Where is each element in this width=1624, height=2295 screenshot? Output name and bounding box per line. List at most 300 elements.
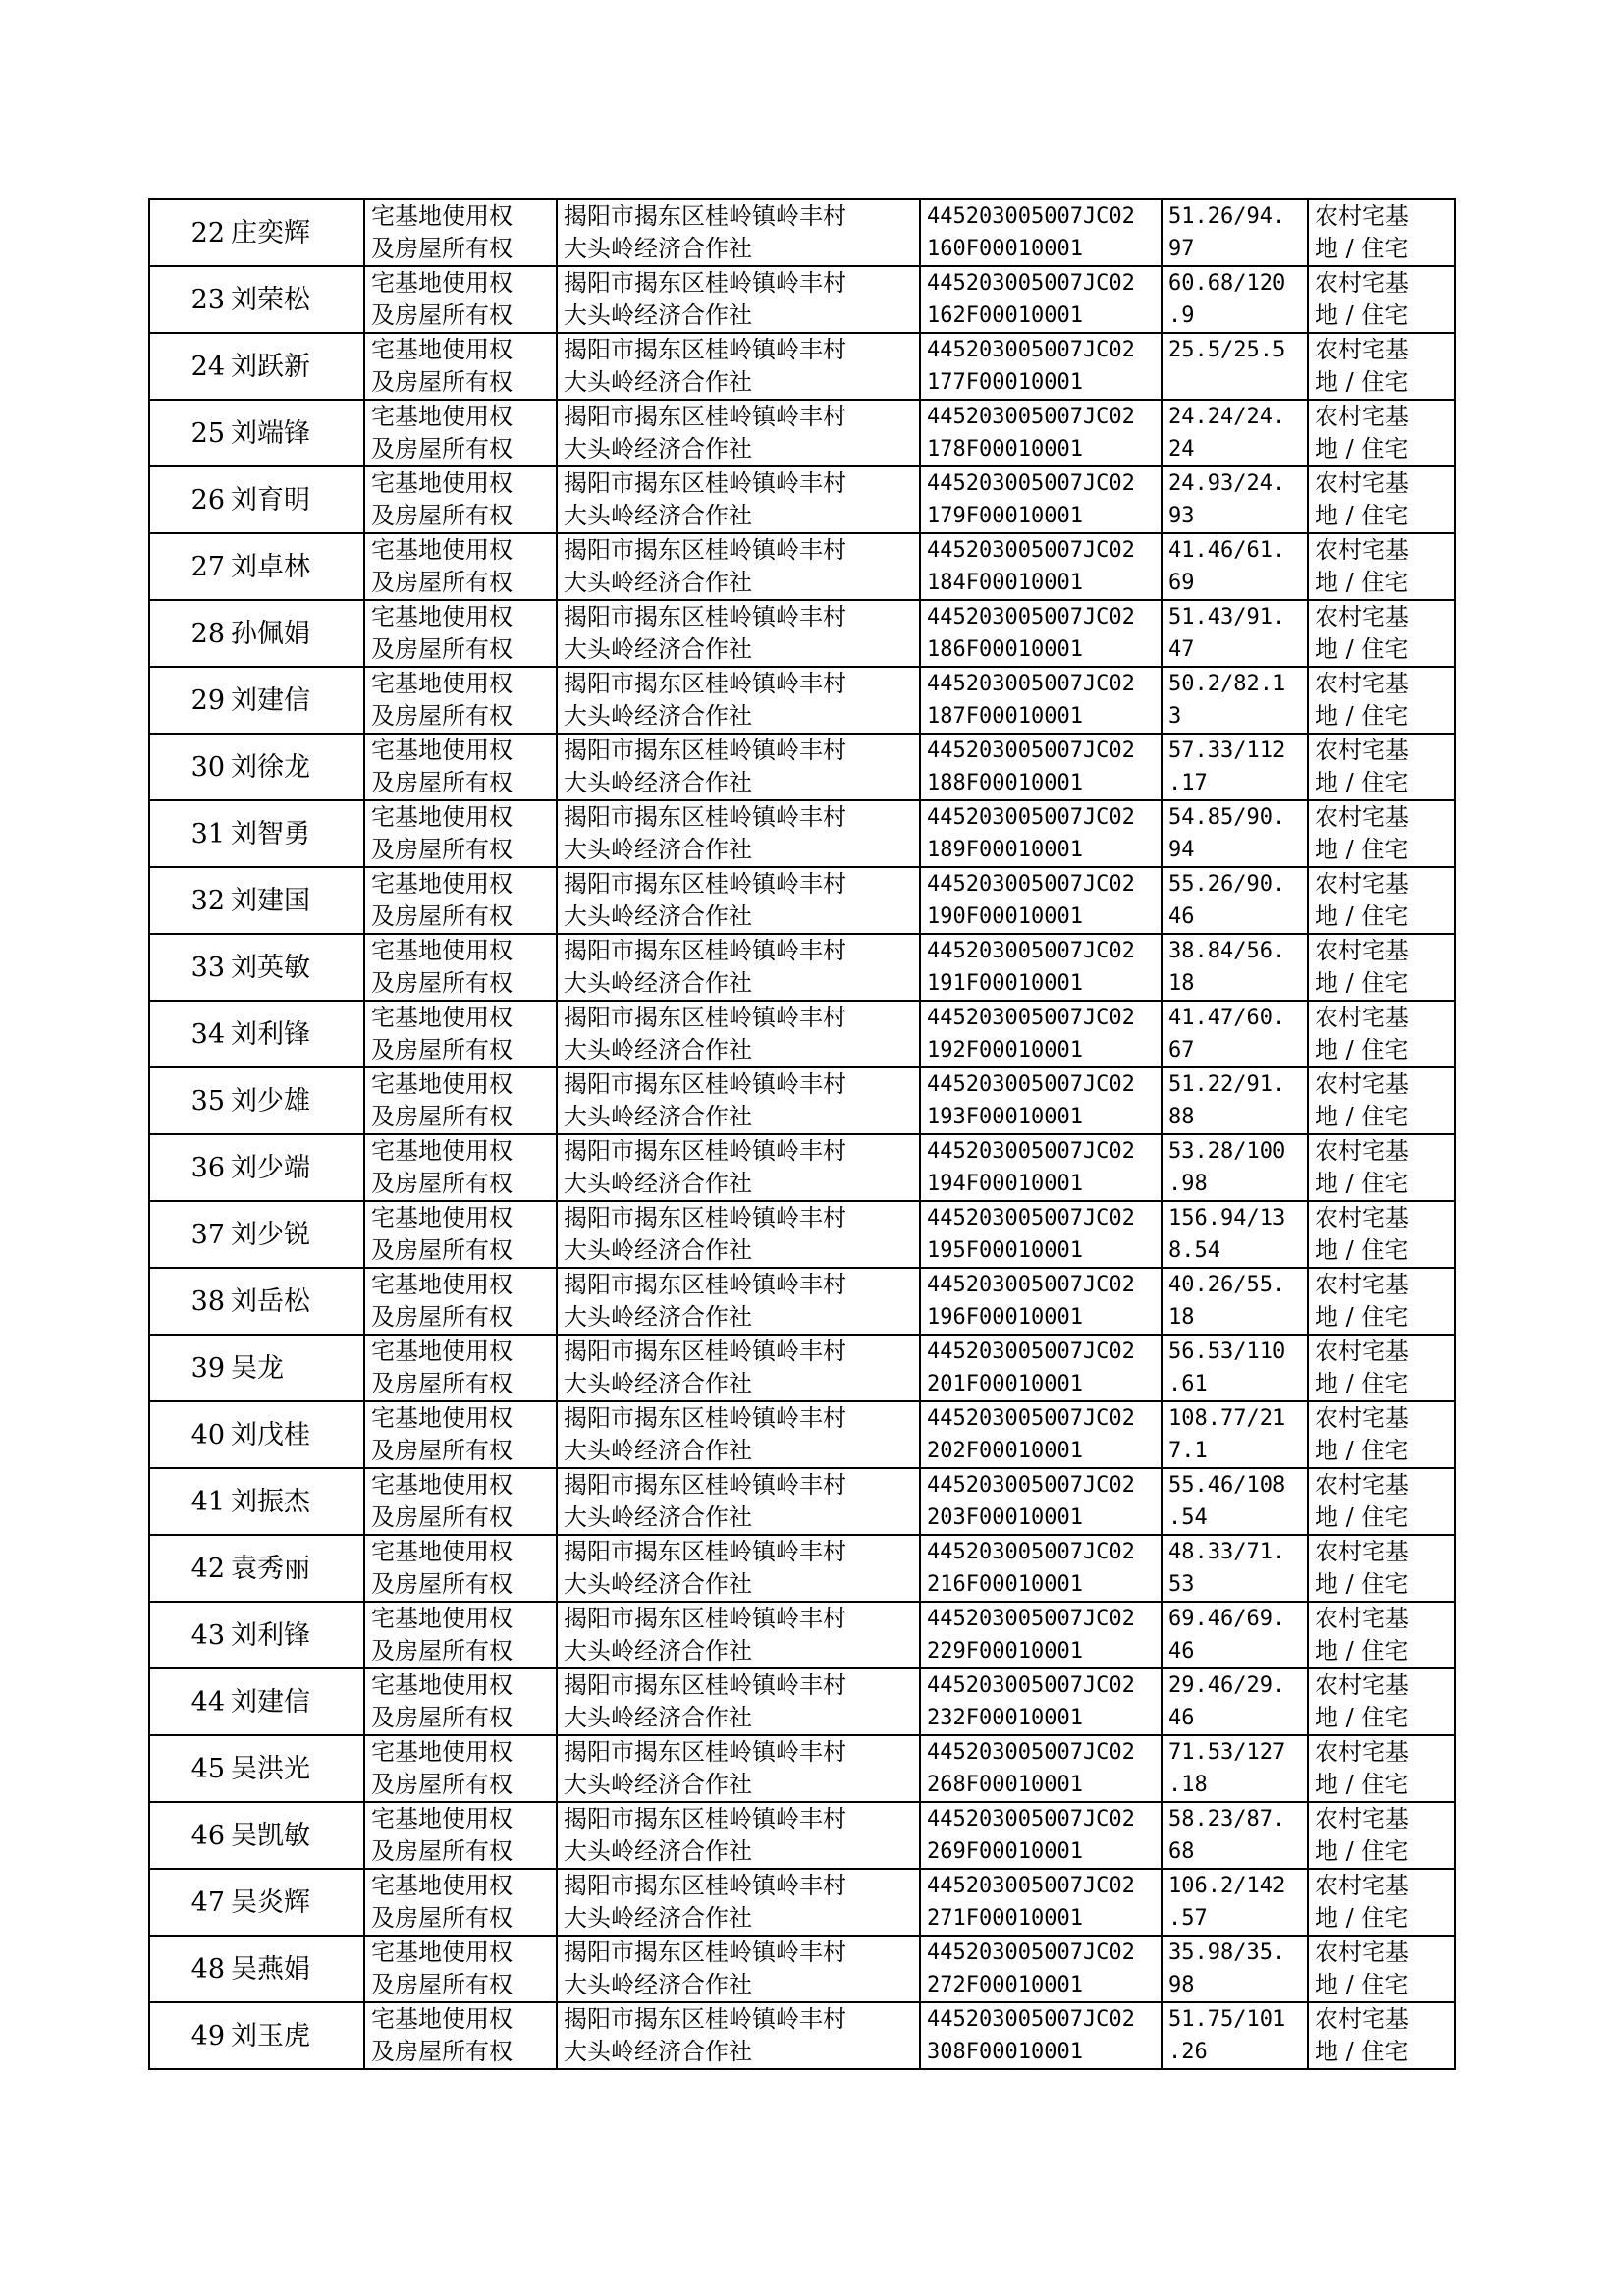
- land-use-cell: [1308, 466, 1455, 533]
- unit-code-line: 445203005007JC02: [927, 939, 1135, 963]
- right-type-line: 及房屋所有权: [371, 969, 513, 997]
- location-cell: [557, 600, 920, 667]
- row-number: 36: [149, 1134, 228, 1201]
- location-cell: [557, 1802, 920, 1869]
- land-use-line: 地 / 住宅: [1315, 836, 1409, 863]
- land-use-cell: [1308, 1735, 1455, 1802]
- land-use-line: 地 / 住宅: [1315, 1303, 1409, 1331]
- location-cell: [557, 934, 920, 1001]
- area-cell: [1162, 1201, 1308, 1268]
- right-type-cell: [364, 333, 557, 400]
- right-type-cell: [364, 1668, 557, 1735]
- area-line: 68: [1168, 1839, 1195, 1864]
- unit-code-line: 203F00010001: [927, 1505, 1083, 1530]
- right-type-line: 宅基地使用权: [371, 1404, 513, 1432]
- location-cell: [557, 1735, 920, 1802]
- location-line: 大头岭经济合作社: [564, 1236, 752, 1264]
- location-line: 大头岭经济合作社: [564, 1637, 752, 1665]
- area-cell: [1162, 1735, 1308, 1802]
- area-line: 46: [1168, 904, 1195, 929]
- row-number: 23: [149, 266, 228, 333]
- right-type-line: 宅基地使用权: [371, 1004, 513, 1031]
- area-line: 56.53/110: [1168, 1339, 1286, 1364]
- land-use-line: 地 / 住宅: [1315, 235, 1409, 262]
- location-line: 大头岭经济合作社: [564, 969, 752, 997]
- location-line: 大头岭经济合作社: [564, 502, 752, 529]
- owner-name: 刘利锋: [228, 1001, 364, 1067]
- area-line: 50.2/82.1: [1168, 672, 1286, 696]
- right-type-cell: [364, 1335, 557, 1401]
- right-type-line: 宅基地使用权: [371, 536, 513, 564]
- unit-code-line: 268F00010001: [927, 1773, 1083, 1797]
- right-type-cell: [364, 734, 557, 800]
- land-use-cell: [1308, 1468, 1455, 1535]
- owner-name: 庄奕辉: [228, 199, 364, 266]
- location-line: 揭阳市揭东区桂岭镇岭丰村: [564, 670, 846, 697]
- right-type-line: 宅基地使用权: [371, 1538, 513, 1565]
- area-line: 53: [1168, 1572, 1195, 1597]
- location-line: 大头岭经济合作社: [564, 836, 752, 863]
- right-type-line: 及房屋所有权: [371, 1704, 513, 1731]
- table-row: [149, 1335, 1455, 1401]
- location-cell: [557, 1268, 920, 1335]
- owner-name: 刘少锐: [228, 1201, 364, 1268]
- location-line: 揭阳市揭东区桂岭镇岭丰村: [564, 269, 846, 297]
- land-use-line: 农村宅基: [1315, 1404, 1409, 1432]
- land-use-line: 地 / 住宅: [1315, 902, 1409, 930]
- row-number: 41: [149, 1468, 228, 1535]
- right-type-cell: [364, 667, 557, 734]
- table-row: [149, 667, 1455, 734]
- right-type-line: 宅基地使用权: [371, 336, 513, 363]
- table-row: [149, 400, 1455, 466]
- table-row: [149, 600, 1455, 667]
- land-use-line: 地 / 住宅: [1315, 1503, 1409, 1531]
- unit-code-line: 202F00010001: [927, 1439, 1083, 1463]
- unit-code-line: 187F00010001: [927, 704, 1083, 729]
- right-type-line: 及房屋所有权: [371, 368, 513, 396]
- right-type-line: 及房屋所有权: [371, 1036, 513, 1064]
- unit-code-line: 160F00010001: [927, 237, 1083, 261]
- area-line: 55.46/108: [1168, 1473, 1286, 1498]
- land-use-cell: [1308, 199, 1455, 266]
- location-line: 大头岭经济合作社: [564, 702, 752, 730]
- land-use-line: 农村宅基: [1315, 1204, 1409, 1231]
- land-use-cell: [1308, 1134, 1455, 1201]
- location-line: 大头岭经济合作社: [564, 1837, 752, 1865]
- table-row: [149, 466, 1455, 533]
- area-line: 69.46/69.: [1168, 1607, 1286, 1631]
- land-use-line: 农村宅基: [1315, 603, 1409, 630]
- unit-code-cell: [920, 2002, 1162, 2069]
- unit-code-cell: [920, 734, 1162, 800]
- unit-code-line: 186F00010001: [927, 637, 1083, 662]
- table-row: [149, 1268, 1455, 1335]
- table-row: [149, 1535, 1455, 1602]
- land-use-line: 地 / 住宅: [1315, 569, 1409, 596]
- unit-code-line: 445203005007JC02: [927, 1740, 1135, 1765]
- row-number: 40: [149, 1401, 228, 1468]
- land-use-line: 地 / 住宅: [1315, 635, 1409, 663]
- area-line: 58.23/87.: [1168, 1807, 1286, 1831]
- right-type-cell: [364, 533, 557, 600]
- right-type-line: 及房屋所有权: [371, 435, 513, 463]
- area-line: 35.98/35.: [1168, 1940, 1286, 1965]
- land-use-line: 地 / 住宅: [1315, 1370, 1409, 1397]
- right-type-line: 宅基地使用权: [371, 737, 513, 764]
- location-line: 大头岭经济合作社: [564, 1036, 752, 1064]
- right-type-cell: [364, 2002, 557, 2069]
- table-row: [149, 1735, 1455, 1802]
- right-type-cell: [364, 1535, 557, 1602]
- table-row: [149, 333, 1455, 400]
- unit-code-line: 445203005007JC02: [927, 1673, 1135, 1698]
- area-line: 47: [1168, 637, 1195, 662]
- land-use-cell: [1308, 1869, 1455, 1936]
- right-type-line: 及房屋所有权: [371, 1837, 513, 1865]
- area-line: .26: [1168, 2040, 1208, 2064]
- location-line: 大头岭经济合作社: [564, 1303, 752, 1331]
- location-line: 大头岭经济合作社: [564, 569, 752, 596]
- area-line: 69: [1168, 571, 1195, 595]
- land-use-cell: [1308, 333, 1455, 400]
- row-number: 49: [149, 2002, 228, 2069]
- unit-code-line: 191F00010001: [927, 971, 1083, 996]
- unit-code-line: 190F00010001: [927, 904, 1083, 929]
- land-use-cell: [1308, 800, 1455, 867]
- unit-code-line: 196F00010001: [927, 1305, 1083, 1330]
- land-use-line: 地 / 住宅: [1315, 435, 1409, 463]
- right-type-cell: [364, 1468, 557, 1535]
- location-cell: [557, 266, 920, 333]
- land-use-cell: [1308, 867, 1455, 934]
- location-line: 大头岭经济合作社: [564, 2038, 752, 2065]
- owner-name: 刘英敏: [228, 934, 364, 1001]
- unit-code-cell: [920, 600, 1162, 667]
- owner-name: 刘建信: [228, 1668, 364, 1735]
- area-line: .9: [1168, 303, 1195, 328]
- right-type-line: 宅基地使用权: [371, 469, 513, 497]
- land-use-cell: [1308, 533, 1455, 600]
- area-line: .98: [1168, 1172, 1208, 1196]
- table-row: [149, 1401, 1455, 1468]
- land-use-line: 农村宅基: [1315, 1004, 1409, 1031]
- right-type-cell: [364, 934, 557, 1001]
- area-cell: [1162, 667, 1308, 734]
- table-row: [149, 1134, 1455, 1201]
- right-type-line: 及房屋所有权: [371, 1236, 513, 1264]
- location-line: 大头岭经济合作社: [564, 368, 752, 396]
- right-type-cell: [364, 266, 557, 333]
- location-cell: [557, 1468, 920, 1535]
- right-type-line: 宅基地使用权: [371, 603, 513, 630]
- unit-code-line: 445203005007JC02: [927, 271, 1135, 296]
- land-use-line: 农村宅基: [1315, 1538, 1409, 1565]
- unit-code-line: 178F00010001: [927, 437, 1083, 462]
- location-line: 大头岭经济合作社: [564, 1704, 752, 1731]
- area-cell: [1162, 1468, 1308, 1535]
- location-cell: [557, 800, 920, 867]
- land-use-line: 地 / 住宅: [1315, 301, 1409, 329]
- unit-code-line: 445203005007JC02: [927, 872, 1135, 897]
- unit-code-line: 308F00010001: [927, 2040, 1083, 2064]
- right-type-line: 宅基地使用权: [371, 1271, 513, 1298]
- land-use-line: 地 / 住宅: [1315, 1704, 1409, 1731]
- location-line: 揭阳市揭东区桂岭镇岭丰村: [564, 737, 846, 764]
- unit-code-line: 445203005007JC02: [927, 605, 1135, 629]
- right-type-line: 宅基地使用权: [371, 1137, 513, 1165]
- land-use-cell: [1308, 266, 1455, 333]
- right-type-line: 宅基地使用权: [371, 403, 513, 430]
- land-use-cell: [1308, 1067, 1455, 1134]
- land-use-line: 地 / 住宅: [1315, 1036, 1409, 1064]
- unit-code-line: 177F00010001: [927, 370, 1083, 395]
- owner-name: 刘徐龙: [228, 734, 364, 800]
- area-cell: [1162, 1602, 1308, 1668]
- land-use-line: 农村宅基: [1315, 403, 1409, 430]
- location-cell: [557, 1936, 920, 2002]
- right-type-line: 及房屋所有权: [371, 301, 513, 329]
- area-line: 60.68/120: [1168, 271, 1286, 296]
- area-line: 3: [1168, 704, 1182, 729]
- area-line: 40.26/55.: [1168, 1273, 1286, 1297]
- land-use-line: 农村宅基: [1315, 1671, 1409, 1699]
- owner-name: 袁秀丽: [228, 1535, 364, 1602]
- unit-code-line: 192F00010001: [927, 1038, 1083, 1063]
- location-line: 大头岭经济合作社: [564, 1437, 752, 1464]
- right-type-cell: [364, 1936, 557, 2002]
- table-row: [149, 2002, 1455, 2069]
- table-row: [149, 199, 1455, 266]
- right-type-line: 及房屋所有权: [371, 635, 513, 663]
- area-line: 93: [1168, 504, 1195, 528]
- location-cell: [557, 466, 920, 533]
- land-use-cell: [1308, 1268, 1455, 1335]
- location-line: 揭阳市揭东区桂岭镇岭丰村: [564, 870, 846, 898]
- location-line: 揭阳市揭东区桂岭镇岭丰村: [564, 336, 846, 363]
- location-line: 大头岭经济合作社: [564, 301, 752, 329]
- unit-code-line: 445203005007JC02: [927, 1473, 1135, 1498]
- owner-name: 孙佩娟: [228, 600, 364, 667]
- location-line: 大头岭经济合作社: [564, 1771, 752, 1798]
- location-line: 大头岭经济合作社: [564, 1503, 752, 1531]
- owner-name: 刘少端: [228, 1134, 364, 1201]
- land-use-cell: [1308, 1201, 1455, 1268]
- area-cell: [1162, 1668, 1308, 1735]
- right-type-cell: [364, 1001, 557, 1067]
- area-cell: [1162, 1001, 1308, 1067]
- unit-code-line: 445203005007JC02: [927, 538, 1135, 563]
- row-number: 30: [149, 734, 228, 800]
- right-type-line: 及房屋所有权: [371, 235, 513, 262]
- right-type-line: 宅基地使用权: [371, 670, 513, 697]
- location-cell: [557, 1668, 920, 1735]
- unit-code-cell: [920, 533, 1162, 600]
- location-cell: [557, 1869, 920, 1936]
- area-line: 46: [1168, 1639, 1195, 1664]
- area-line: 8.54: [1168, 1238, 1220, 1263]
- row-number: 45: [149, 1735, 228, 1802]
- location-line: 揭阳市揭东区桂岭镇岭丰村: [564, 536, 846, 564]
- unit-code-cell: [920, 1268, 1162, 1335]
- land-use-line: 地 / 住宅: [1315, 502, 1409, 529]
- row-number: 35: [149, 1067, 228, 1134]
- unit-code-line: 445203005007JC02: [927, 1006, 1135, 1030]
- land-use-line: 农村宅基: [1315, 336, 1409, 363]
- right-type-line: 及房屋所有权: [371, 769, 513, 796]
- right-type-cell: [364, 1134, 557, 1201]
- unit-code-cell: [920, 667, 1162, 734]
- unit-code-cell: [920, 1201, 1162, 1268]
- unit-code-cell: [920, 1067, 1162, 1134]
- owner-name: 吴龙: [228, 1335, 364, 1401]
- land-use-cell: [1308, 2002, 1455, 2069]
- location-line: 大头岭经济合作社: [564, 1103, 752, 1130]
- table-row: [149, 1602, 1455, 1668]
- area-cell: [1162, 199, 1308, 266]
- land-use-cell: [1308, 400, 1455, 466]
- unit-code-line: 216F00010001: [927, 1572, 1083, 1597]
- right-type-line: 宅基地使用权: [371, 1605, 513, 1632]
- right-type-line: 宅基地使用权: [371, 202, 513, 230]
- unit-code-cell: [920, 1134, 1162, 1201]
- land-use-cell: [1308, 1335, 1455, 1401]
- owner-name: 吴凯敏: [228, 1802, 364, 1869]
- area-line: 46: [1168, 1706, 1195, 1730]
- right-type-line: 宅基地使用权: [371, 937, 513, 964]
- location-cell: [557, 533, 920, 600]
- unit-code-line: 445203005007JC02: [927, 805, 1135, 830]
- land-use-line: 农村宅基: [1315, 1738, 1409, 1766]
- row-number: 43: [149, 1602, 228, 1668]
- unit-code-line: 201F00010001: [927, 1372, 1083, 1396]
- land-use-cell: [1308, 1602, 1455, 1668]
- owner-name: 刘智勇: [228, 800, 364, 867]
- row-number: 44: [149, 1668, 228, 1735]
- right-type-line: 宅基地使用权: [371, 1939, 513, 1966]
- area-line: 156.94/13: [1168, 1206, 1286, 1230]
- table-row: [149, 1668, 1455, 1735]
- right-type-cell: [364, 1268, 557, 1335]
- location-line: 大头岭经济合作社: [564, 1904, 752, 1932]
- location-cell: [557, 1535, 920, 1602]
- location-line: 揭阳市揭东区桂岭镇岭丰村: [564, 1671, 846, 1699]
- owner-name: 刘戊桂: [228, 1401, 364, 1468]
- land-use-line: 地 / 住宅: [1315, 1103, 1409, 1130]
- area-line: 41.47/60.: [1168, 1006, 1286, 1030]
- land-use-line: 农村宅基: [1315, 1471, 1409, 1499]
- area-line: 51.75/101: [1168, 2007, 1286, 2032]
- area-line: 48.33/71.: [1168, 1540, 1286, 1564]
- unit-code-cell: [920, 1468, 1162, 1535]
- location-line: 揭阳市揭东区桂岭镇岭丰村: [564, 1004, 846, 1031]
- location-line: 揭阳市揭东区桂岭镇岭丰村: [564, 469, 846, 497]
- unit-code-cell: [920, 400, 1162, 466]
- row-number: 24: [149, 333, 228, 400]
- row-number: 38: [149, 1268, 228, 1335]
- location-cell: [557, 1602, 920, 1668]
- area-cell: [1162, 800, 1308, 867]
- location-line: 大头岭经济合作社: [564, 1570, 752, 1598]
- land-use-line: 农村宅基: [1315, 1338, 1409, 1365]
- unit-code-line: 445203005007JC02: [927, 738, 1135, 763]
- area-line: 54.85/90.: [1168, 805, 1286, 830]
- location-cell: [557, 199, 920, 266]
- right-type-line: 及房屋所有权: [371, 1637, 513, 1665]
- unit-code-line: 229F00010001: [927, 1639, 1083, 1664]
- area-line: 18: [1168, 1305, 1195, 1330]
- unit-code-line: 445203005007JC02: [927, 1607, 1135, 1631]
- right-type-cell: [364, 199, 557, 266]
- owner-name: 刘育明: [228, 466, 364, 533]
- land-use-line: 地 / 住宅: [1315, 368, 1409, 396]
- owner-name: 吴洪光: [228, 1735, 364, 1802]
- land-use-cell: [1308, 1668, 1455, 1735]
- right-type-cell: [364, 1201, 557, 1268]
- table-row: [149, 1201, 1455, 1268]
- owner-name: 刘玉虎: [228, 2002, 364, 2069]
- area-line: .18: [1168, 1773, 1208, 1797]
- location-line: 揭阳市揭东区桂岭镇岭丰村: [564, 1471, 846, 1499]
- unit-code-line: 445203005007JC02: [927, 1406, 1135, 1431]
- land-use-line: 农村宅基: [1315, 1605, 1409, 1632]
- area-cell: [1162, 600, 1308, 667]
- right-type-line: 宅基地使用权: [371, 1070, 513, 1098]
- land-use-line: 地 / 住宅: [1315, 1971, 1409, 1998]
- table-body: [149, 199, 1455, 2069]
- owner-name: 刘振杰: [228, 1468, 364, 1535]
- unit-code-line: 445203005007JC02: [927, 1807, 1135, 1831]
- owner-name: 刘卓林: [228, 533, 364, 600]
- area-line: 24: [1168, 437, 1195, 462]
- row-number: 47: [149, 1869, 228, 1936]
- area-line: 51.26/94.: [1168, 204, 1286, 229]
- table-row: [149, 1869, 1455, 1936]
- right-type-line: 宅基地使用权: [371, 870, 513, 898]
- location-cell: [557, 1067, 920, 1134]
- right-type-cell: [364, 1067, 557, 1134]
- right-type-line: 宅基地使用权: [371, 1805, 513, 1832]
- location-line: 揭阳市揭东区桂岭镇岭丰村: [564, 1939, 846, 1966]
- right-type-cell: [364, 867, 557, 934]
- owner-name: 刘建国: [228, 867, 364, 934]
- unit-code-line: 232F00010001: [927, 1706, 1083, 1730]
- location-line: 揭阳市揭东区桂岭镇岭丰村: [564, 803, 846, 831]
- land-use-line: 地 / 住宅: [1315, 1904, 1409, 1932]
- land-use-cell: [1308, 600, 1455, 667]
- property-rights-table: [148, 198, 1456, 2070]
- unit-code-line: 445203005007JC02: [927, 1540, 1135, 1564]
- land-use-line: 地 / 住宅: [1315, 2038, 1409, 2065]
- row-number: 39: [149, 1335, 228, 1401]
- area-line: 55.26/90.: [1168, 872, 1286, 897]
- table-row: [149, 1001, 1455, 1067]
- land-use-line: 地 / 住宅: [1315, 1570, 1409, 1598]
- unit-code-line: 195F00010001: [927, 1238, 1083, 1263]
- right-type-line: 及房屋所有权: [371, 1971, 513, 1998]
- unit-code-line: 193F00010001: [927, 1105, 1083, 1129]
- table-row: [149, 533, 1455, 600]
- area-cell: [1162, 1869, 1308, 1936]
- location-cell: [557, 1201, 920, 1268]
- land-use-cell: [1308, 1535, 1455, 1602]
- location-cell: [557, 1001, 920, 1067]
- area-line: 94: [1168, 838, 1195, 862]
- land-use-line: 农村宅基: [1315, 202, 1409, 230]
- area-line: [1168, 366, 1307, 399]
- area-cell: [1162, 333, 1308, 400]
- land-use-line: 农村宅基: [1315, 1137, 1409, 1165]
